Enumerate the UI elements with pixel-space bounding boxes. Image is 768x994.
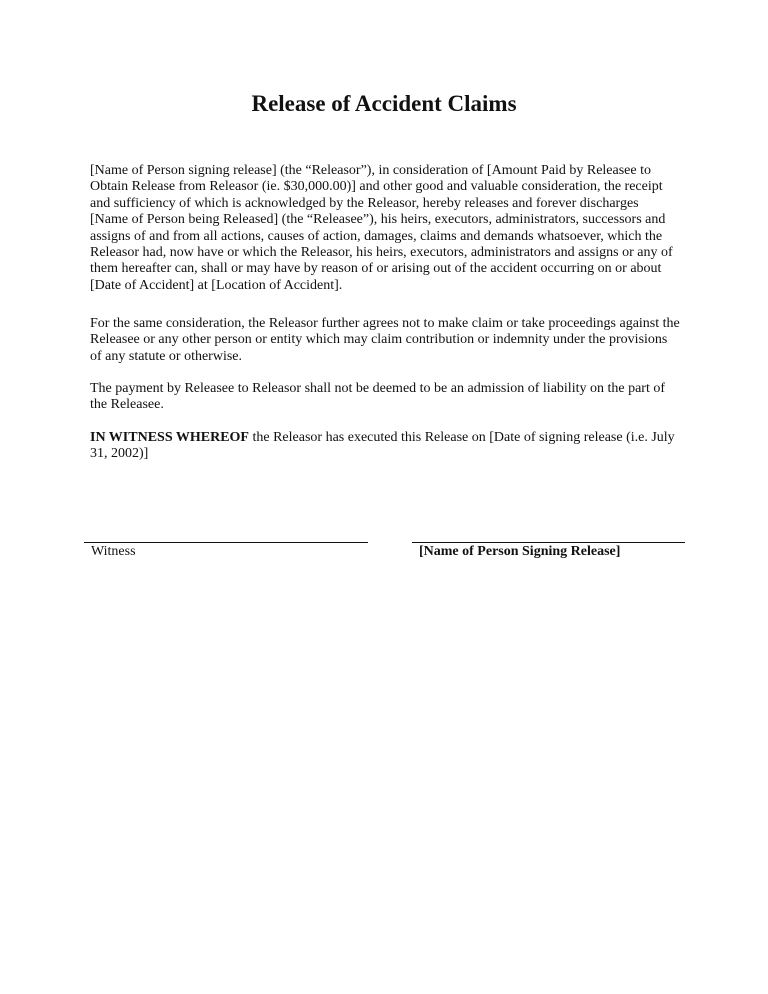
witness-label: Witness xyxy=(91,544,136,559)
witness-clause-lead: IN WITNESS WHEREOF xyxy=(90,430,249,445)
witness-clause xyxy=(90,430,680,463)
signer-signature-line xyxy=(412,542,685,543)
document-title: Release of Accident Claims xyxy=(251,91,517,116)
release-paragraph: [Name of Person signing release] (the “Releasor”), in consideration of [Amount Paid by Releasee to Obtain Release from Releasor (ie. $30,000.00)] and other good and valuable consideration, the receipt and sufficiency of which is acknowledged by the Releasor, hereby releases and forever discharges [Name of Person being Released] (the “Releasee”), his heirs, executors, administrators, successors and assigns of and from all actions, causes of action, damages, claims and demands whatsoever, which the Releasor had, now have or which the Releasor, his heirs, executors, administrators and assigns or any of them hereafter can, shall or may have by reason of or arising out of the accident occurring on or about [Date of Accident] at [Location of Accident]. xyxy=(90,163,673,293)
signer-name-label: [Name of Person Signing Release] xyxy=(419,544,621,559)
covenant-paragraph: For the same consideration, the Releasor further agrees not to make claim or take proceedings against the Releasee or any other person or entity which may claim contribution or indemnity under the provisions of any statute or otherwise. xyxy=(90,316,680,364)
witness-signature-line xyxy=(84,542,368,543)
witness-clause-text: the Releasor has executed this Release on [Date of signing release (i.e. July 31, 2002)] xyxy=(90,430,675,462)
no-liability-paragraph: The payment by Releasee to Releasor shall not be deemed to be an admission of liability on the part of the Releasee. xyxy=(90,381,666,413)
